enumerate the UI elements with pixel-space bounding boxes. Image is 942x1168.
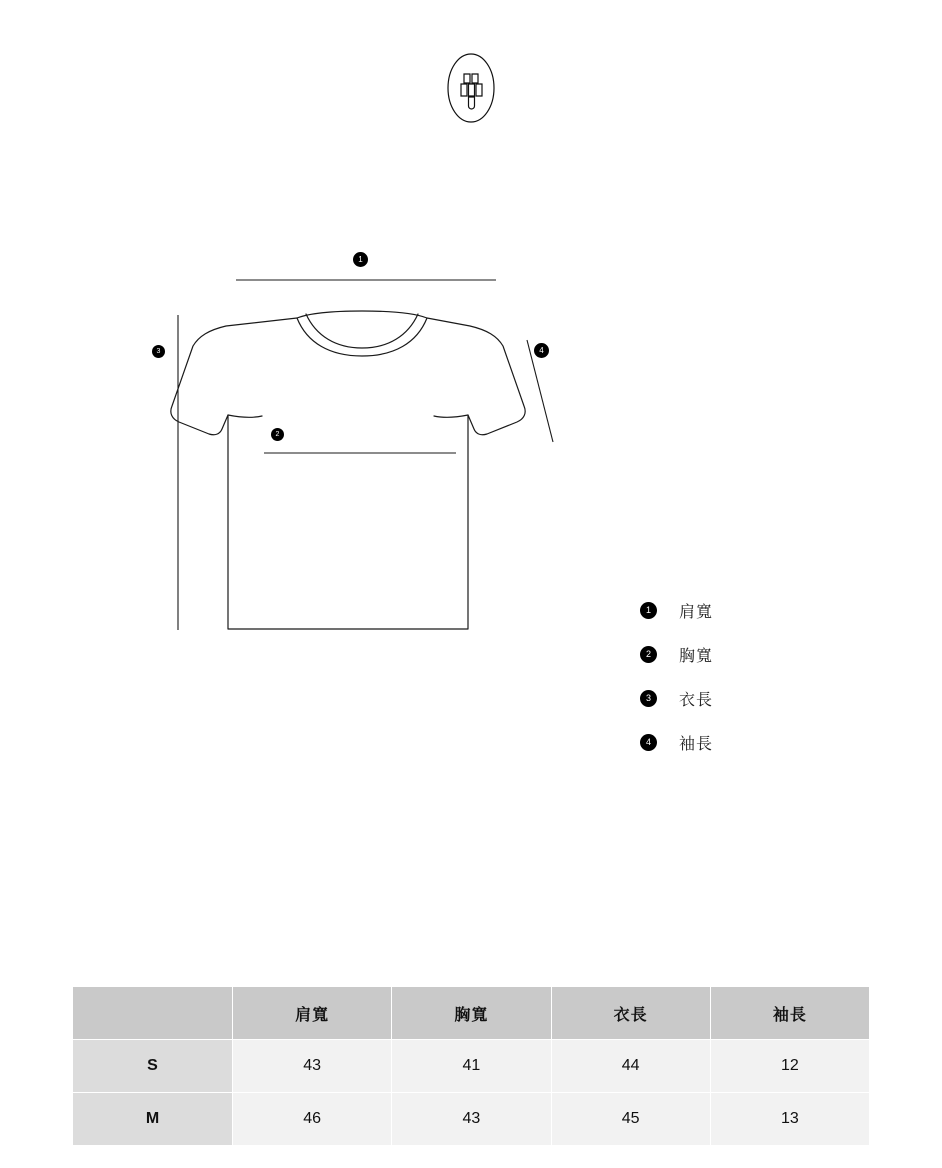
table-header-blank [73,987,233,1040]
diagram-marker-4: 4 [534,343,549,358]
legend-badge-3: 3 [640,690,657,707]
legend-label-4: 袖長 [679,735,714,753]
diagram-marker-2: 2 [271,428,284,441]
cell-chest: 43 [392,1093,551,1146]
table-header-chest: 胸寬 [392,987,551,1040]
brand-logo [441,48,501,128]
legend [640,588,840,764]
legend-badge-2: 2 [640,646,657,663]
cell-sleeve: 12 [710,1040,869,1093]
diagram-marker-3: 3 [152,345,165,358]
table-header-sleeve: 袖長 [710,987,869,1040]
table-header-row [73,987,870,1040]
legend-badge-4: 4 [640,734,657,751]
table-row [73,1040,870,1093]
legend-item-3 [640,676,840,720]
row-size-label: S [73,1040,233,1093]
legend-label-1: 肩寬 [679,603,714,621]
table-row [73,1093,870,1146]
legend-item-2 [640,632,840,676]
cell-shoulder: 43 [233,1040,392,1093]
table-header-shoulder: 肩寬 [233,987,392,1040]
legend-item-4 [640,720,840,764]
cell-length: 45 [551,1093,710,1146]
cell-sleeve: 13 [710,1093,869,1146]
row-size-label: M [73,1093,233,1146]
cell-length: 44 [551,1040,710,1093]
size-table [72,986,870,1146]
legend-item-1 [640,588,840,632]
legend-label-2: 胸寬 [679,647,714,665]
table-header-length: 衣長 [551,987,710,1040]
legend-label-3: 衣長 [679,691,714,709]
cell-shoulder: 46 [233,1093,392,1146]
legend-badge-1: 1 [640,602,657,619]
diagram-marker-1: 1 [353,252,368,267]
cell-chest: 41 [392,1040,551,1093]
